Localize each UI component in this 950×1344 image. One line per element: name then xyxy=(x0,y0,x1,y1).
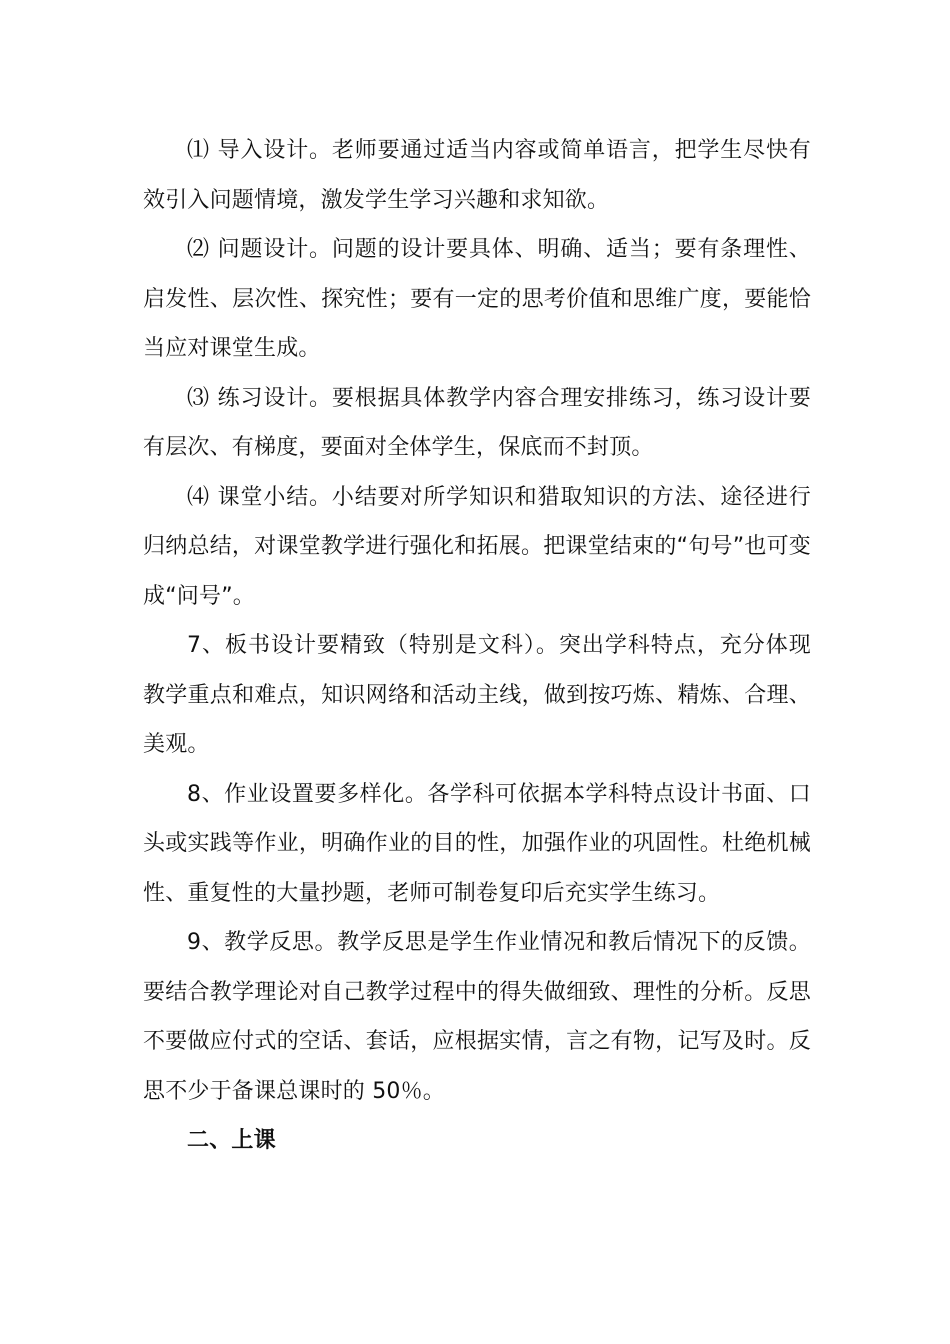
document-body xyxy=(143,126,811,1166)
paragraph-class-summary: ⑷ 课堂小结。小结要对所学知识和猎取知识的方法、途径进行归纳总结，对课堂教学进行强化和拓展。把课堂结束的“句号”也可变成“问号”。 xyxy=(143,484,811,609)
paragraph-reflection: 9、教学反思。教学反思是学生作业情况和教后情况下的反馈。要结合教学理论对自己教学过程中的得失做细致、理性的分析。反思不要做应付式的空话、套话，应根据实情，言之有物，记写及时。反思不少于备课总课时的 50％。 xyxy=(143,930,811,1104)
section-heading: 二、上课 xyxy=(187,1128,276,1153)
paragraph-intro-design: ⑴ 导入设计。老师要通过适当内容或简单语言，把学生尽快有效引入问题情境，激发学生学习兴趣和求知欲。 xyxy=(143,138,811,213)
paragraph-exercise-design: ⑶ 练习设计。要根据具体教学内容合理安排练习，练习设计要有层次、有梯度，要面对全体学生，保底而不封顶。 xyxy=(143,385,811,460)
paragraph-homework: 8、作业设置要多样化。各学科可依据本学科特点设计书面、口头或实践等作业，明确作业的目的性，加强作业的巩固性。杜绝机械性、重复性的大量抄题，老师可制卷复印后充实学生练习。 xyxy=(143,781,811,906)
paragraph-blackboard-design: 7、板书设计要精致（特别是文科）。突出学科特点，充分体现教学重点和难点，知识网络和活动主线，做到按巧炼、精炼、合理、美观。 xyxy=(143,633,811,757)
paragraph-question-design: ⑵ 问题设计。问题的设计要具体、明确、适当；要有条理性、启发性、层次性、探究性；要有一定的思考价值和思维广度，要能恰当应对课堂生成。 xyxy=(143,237,811,361)
